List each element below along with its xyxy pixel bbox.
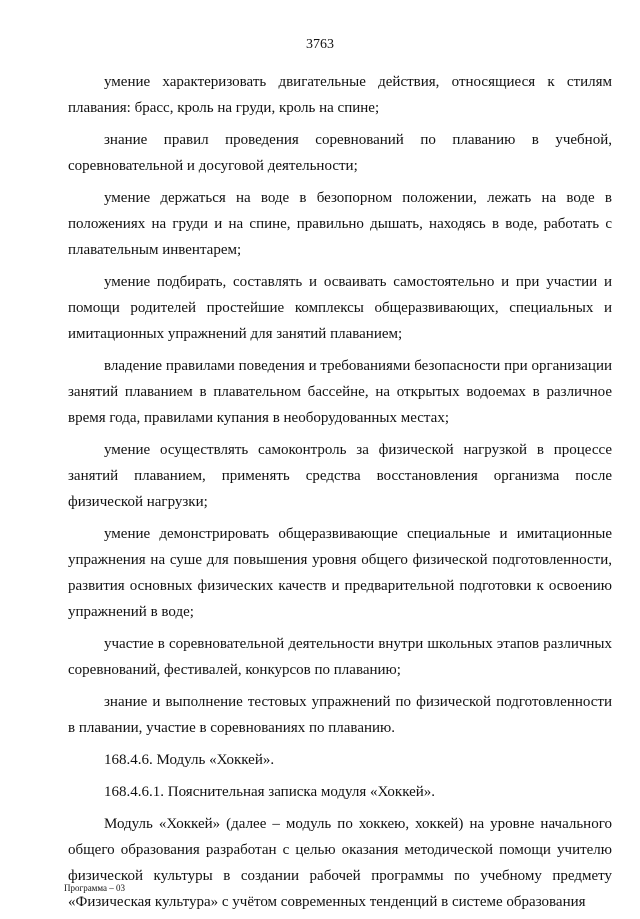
subsection-heading-hockey-note: 168.4.6.1. Пояснительная записка модуля «Хоккей». (104, 784, 436, 800)
paragraph-test-exercises: знание и выполнение тестовых упражнений по физической подготовленности в плавании, участие в соревнованиях по плаванию. (68, 694, 612, 736)
paragraph-safety-rules: владение правилами поведения и требованиями безопасности при организации занятий плаванием в плавательном бассейне, на открытых водоемах в различное время года, правилами купания в необорудованных местах; (68, 358, 612, 426)
footer-label: Программа – 03 (64, 883, 126, 893)
paragraph-competition-rules: знание правил проведения соревнований по плаванию в учебной, соревновательной и досуговой деятельности; (68, 132, 612, 174)
paragraph-stay-afloat: умение держаться на воде в безопорном положении, лежать на воде в положениях на груди и на спине, правильно дышать, находясь в воде, работать с плавательным инвентарем; (68, 190, 612, 258)
paragraph-self-control: умение осуществлять самоконтроль за физической нагрузкой в процессе занятий плаванием, применять средства восстановления организма после физической нагрузки; (68, 442, 612, 510)
section-heading-hockey: 168.4.6. Модуль «Хоккей». (104, 752, 275, 768)
page-number: 3763 (306, 37, 334, 52)
paragraph-exercise-complexes: умение подбирать, составлять и осваивать самостоятельно и при участии и помощи родителей простейшие комплексы общеразвивающих, специальных и имитационных упражнений для занятий плаванием; (68, 274, 612, 342)
paragraph-demonstrate-exercises: умение демонстрировать общеразвивающие специальные и имитационные упражнения на суше для повышения уровня общего физической подготовленности, развития основных физических качеств и предварительной подготовки к освоению упражнений в воде; (68, 526, 612, 620)
paragraph-competition-participation: участие в соревновательной деятельности внутри школьных этапов различных соревнований, фестивалей, конкурсов по плаванию; (68, 636, 612, 678)
body-text (68, 69, 612, 915)
paragraph-swim-styles: умение характеризовать двигательные действия, относящиеся к стилям плавания: брасс, кроль на груди, кроль на спине; (68, 74, 612, 116)
paragraph-hockey-intro: Модуль «Хоккей» (далее – модуль по хоккею, хоккей) на уровне начального общего образования разработан с целью оказания методической помощи учителю физической культуры в создании рабочей программы по учебному предмету «Физическая культура» с учётом современных тенденций в системе образования (68, 816, 612, 910)
